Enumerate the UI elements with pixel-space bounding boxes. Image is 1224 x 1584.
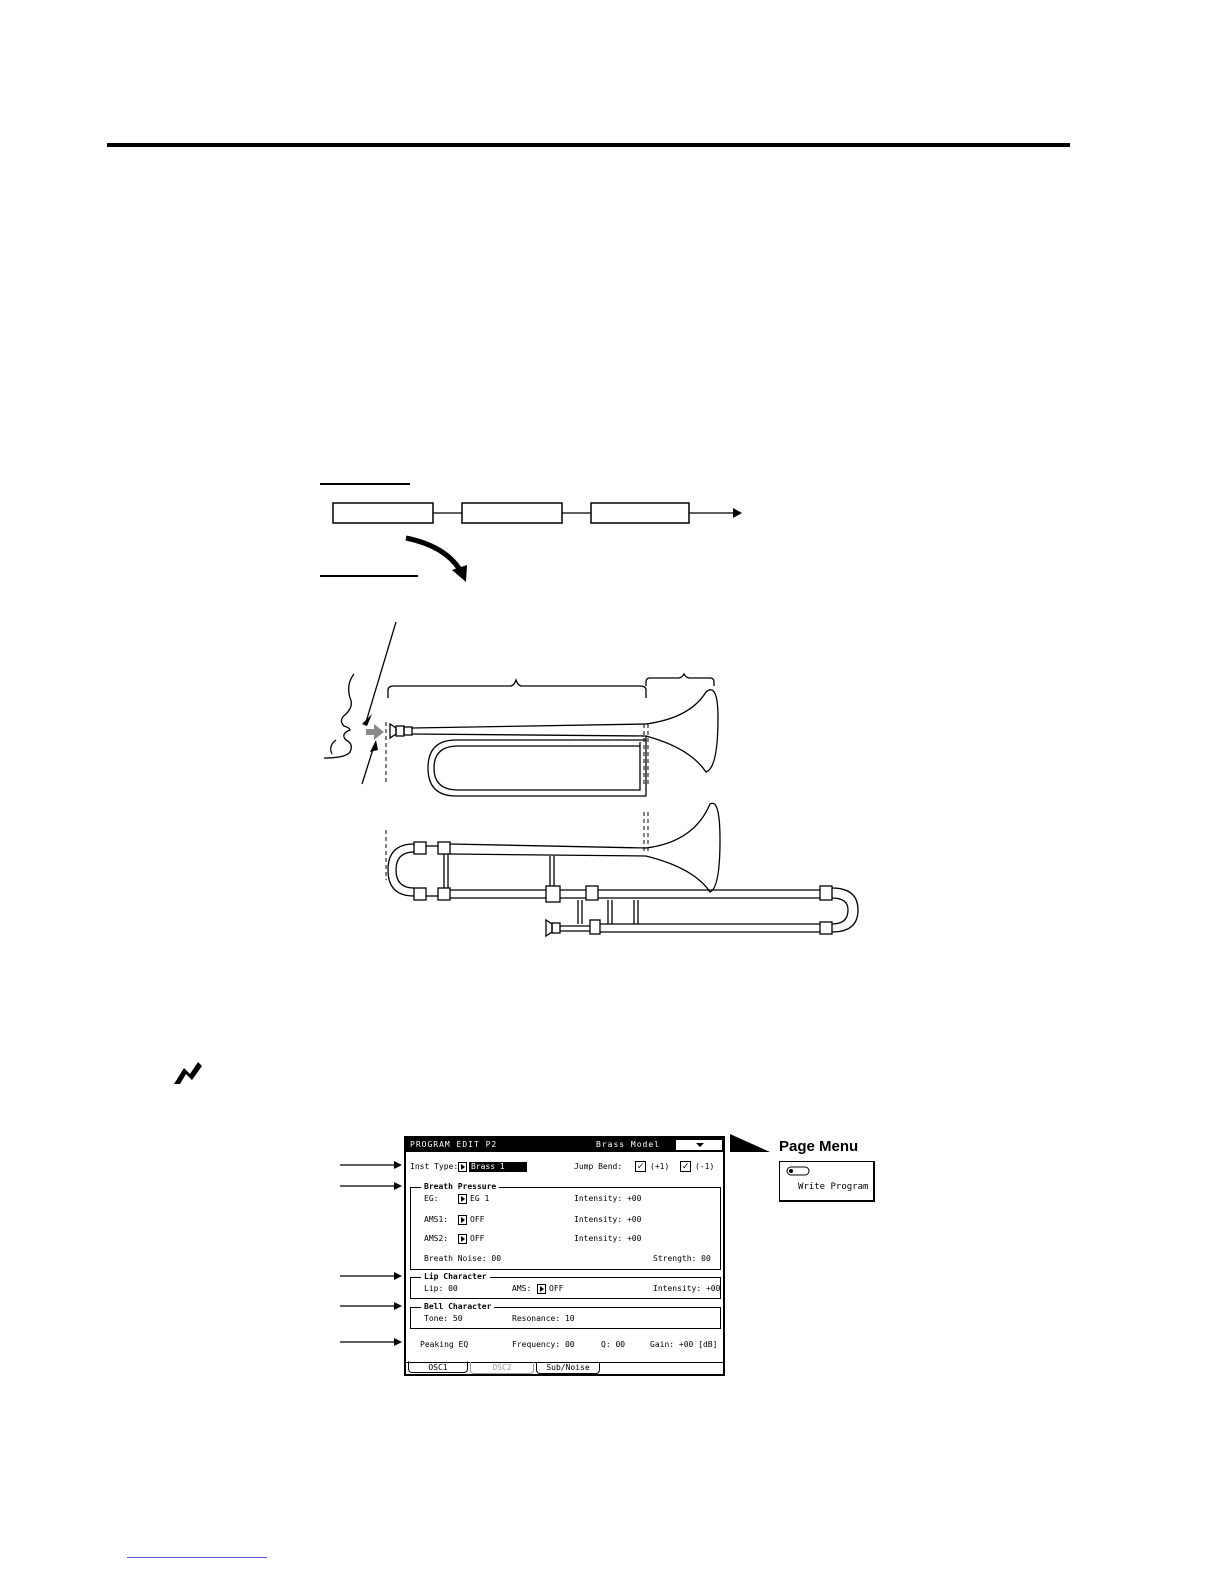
lip-intensity[interactable]: Intensity: +00 — [653, 1284, 721, 1293]
inst-type-value[interactable]: Brass 1 — [469, 1162, 527, 1172]
breath-noise[interactable]: Breath Noise: 00 — [424, 1254, 502, 1263]
trombone-mouthpiece — [546, 920, 552, 936]
page-menu-pointer — [730, 1134, 772, 1154]
callout-arrows — [340, 1150, 404, 1360]
jump-bend-label: Jump Bend: — [574, 1162, 623, 1171]
ams2-popup[interactable] — [458, 1234, 467, 1244]
jump-bend-plus-checkbox[interactable]: ✓ — [635, 1161, 646, 1172]
face-profile — [324, 674, 354, 758]
header-rule — [107, 143, 1070, 147]
curved-arrowhead — [452, 565, 467, 582]
curved-arrow — [406, 538, 460, 570]
model-name: Brass Model — [596, 1140, 660, 1149]
footer-link-underline[interactable] — [127, 1557, 267, 1558]
inst-type-label: Inst Type: — [410, 1162, 459, 1171]
trombone-bell-section — [450, 844, 646, 856]
jump-bend-minus-label: (-1) — [695, 1162, 715, 1171]
ams1-intensity[interactable]: Intensity: +00 — [574, 1215, 642, 1224]
strength[interactable]: Strength: 00 — [653, 1254, 711, 1263]
eq-gain[interactable]: Gain: +00 [dB] — [650, 1340, 718, 1349]
eg-label: EG: — [424, 1194, 439, 1203]
trombone-slide-crook — [832, 888, 858, 932]
bugle-loop — [428, 736, 646, 796]
jump-bend-plus-label: (+1) — [650, 1162, 670, 1171]
tab-osc2[interactable]: OSC2 — [470, 1362, 534, 1374]
bell-brace — [646, 674, 714, 686]
bugle-mouthpiece — [390, 724, 396, 738]
eg-popup[interactable] — [458, 1194, 467, 1204]
breath-pressure-title: Breath Pressure — [421, 1182, 499, 1192]
tab-osc1[interactable]: OSC1 — [408, 1361, 468, 1373]
output-arrowhead — [733, 508, 742, 518]
page-menu-button[interactable] — [676, 1140, 722, 1150]
bell-resonance[interactable]: Resonance: 10 — [512, 1314, 575, 1323]
brass-instrument-illustration — [310, 618, 870, 948]
eg-value[interactable]: EG 1 — [470, 1194, 490, 1203]
lip-ams-value[interactable]: OFF — [549, 1284, 564, 1293]
ams1-value[interactable]: OFF — [470, 1215, 485, 1224]
lip-ams-label: AMS: — [512, 1284, 532, 1293]
block-1 — [333, 503, 433, 523]
bell-tone[interactable]: Tone: 50 — [424, 1314, 463, 1323]
block-3 — [591, 503, 689, 523]
eg-intensity[interactable]: Intensity: +00 — [574, 1194, 642, 1203]
breath-arrow — [366, 724, 384, 740]
write-program-item[interactable]: Write Program — [798, 1182, 869, 1192]
page-title: PROGRAM EDIT P2 — [410, 1140, 498, 1149]
peaking-eq-label: Peaking EQ — [420, 1340, 469, 1349]
jump-bend-minus-checkbox[interactable]: ✓ — [680, 1161, 691, 1172]
tab-sub-noise[interactable]: Sub/Noise — [536, 1362, 600, 1374]
lcd-screen — [404, 1136, 725, 1376]
page-menu-box[interactable] — [779, 1161, 875, 1202]
ams1-label: AMS1: — [424, 1215, 449, 1224]
ams2-intensity[interactable]: Intensity: +00 — [574, 1234, 642, 1243]
block-2 — [462, 503, 562, 523]
ams2-label: AMS2: — [424, 1234, 449, 1243]
lip-ams-popup[interactable] — [537, 1284, 546, 1294]
pointer-line-lower — [362, 746, 374, 784]
ams1-popup[interactable] — [458, 1215, 467, 1225]
lip-value[interactable]: Lip: 00 — [424, 1284, 458, 1293]
ams2-value[interactable]: OFF — [470, 1234, 485, 1243]
page-menu-heading: Page Menu — [779, 1138, 859, 1155]
trombone-bell — [646, 803, 720, 892]
signal-flow-diagram — [300, 470, 770, 590]
pointer-line-upper — [366, 622, 396, 722]
lip-character-title: Lip Character — [421, 1272, 490, 1282]
note-icon — [172, 1060, 204, 1086]
bell-character-title: Bell Character — [421, 1302, 494, 1312]
eq-q[interactable]: Q: 00 — [601, 1340, 626, 1349]
eq-frequency[interactable]: Frequency: 00 — [512, 1340, 575, 1349]
lcd-title-bar — [406, 1138, 723, 1152]
tube-brace — [388, 680, 646, 698]
write-icon — [786, 1166, 810, 1176]
trombone-rear-crook — [388, 844, 414, 896]
bugle-bell — [646, 690, 718, 772]
inst-type-popup[interactable] — [458, 1162, 467, 1172]
